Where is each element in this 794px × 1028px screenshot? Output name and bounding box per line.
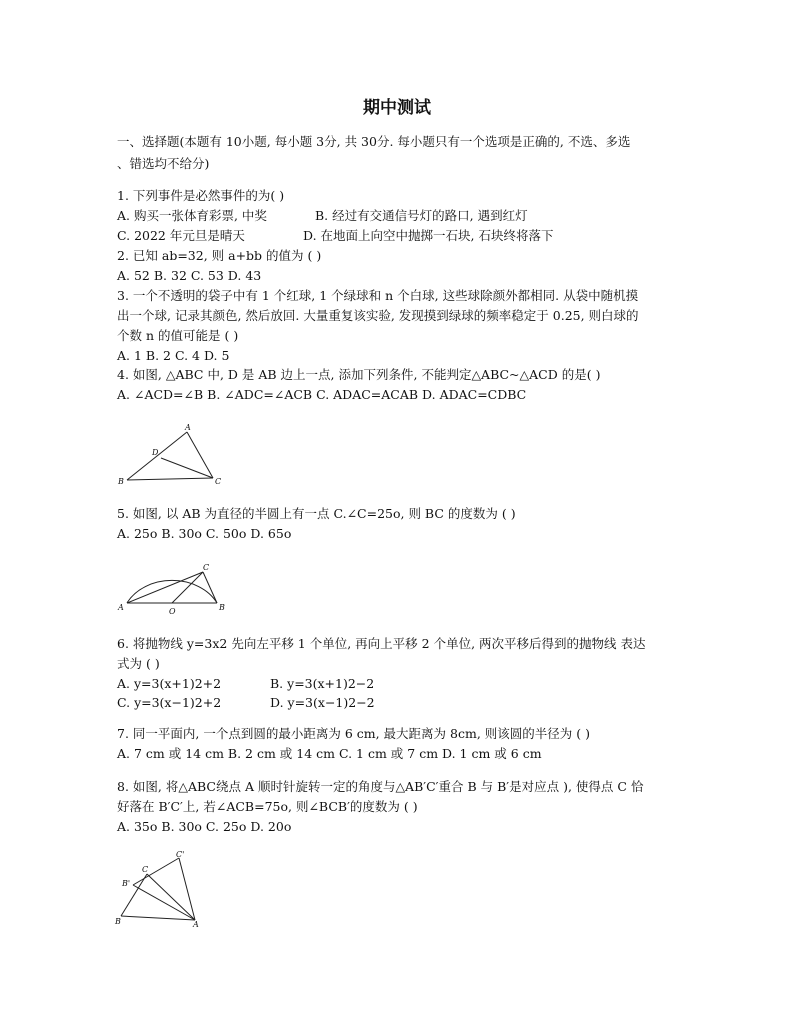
q7-options: A. 7 cm 或 14 cm B. 2 cm 或 14 cm C. 1 cm 或 7 cm D. 1 cm 或 6 cm — [117, 746, 542, 761]
q2-stem: 2. 已知 ab=32, 则 a+bb 的值为 ( ) — [117, 248, 322, 263]
section-header-line2: 、错选均不给分) — [117, 156, 210, 171]
q5-label-c: C — [203, 563, 210, 572]
q5-chord-ac — [127, 572, 203, 603]
page-title: 期中测试 — [363, 98, 431, 118]
q3-line3: 个数 n 的值可能是 ( ) — [117, 328, 239, 343]
q6-line2: 式为 ( ) — [117, 656, 160, 671]
q5-chord-cb — [203, 572, 217, 603]
q5-arc — [127, 580, 217, 603]
q6-option-a: A. y=3(x+1)2+2 — [117, 676, 222, 691]
q4-label-d: D — [152, 448, 159, 457]
q5-label-a: A — [118, 603, 124, 612]
q8-side-ba — [121, 916, 195, 920]
q6-option-d: D. y=3(x−1)2−2 — [270, 695, 375, 710]
q4-options: A. ∠ACD=∠B B. ∠ADC=∠ACB C. ADAC=ACAB D. ADAC=CDBC — [117, 387, 527, 402]
q6-option-b: B. y=3(x+1)2−2 — [270, 676, 375, 691]
q8-label-b1: B' — [122, 879, 131, 888]
q8-label-c: C — [142, 865, 149, 874]
q8-label-c1: C' — [176, 850, 185, 859]
q5-label-o: O — [169, 607, 176, 616]
q5-radius-oc — [172, 572, 203, 603]
q6-line1: 6. 将抛物线 y=3x2 先向左平移 1 个单位, 再向上平移 2 个单位, 两次平移后得到的抛物线 表达 — [117, 636, 646, 651]
q1-option-c: C. 2022 年元旦是晴天 — [117, 228, 245, 243]
q8-options: A. 35o B. 30o C. 25o D. 20o — [117, 819, 292, 834]
q5-stem: 5. 如图, 以 AB 为直径的半圆上有一点 C.∠C=25o, 则 BC 的度数为 ( ) — [117, 506, 516, 521]
q1-stem: 1. 下列事件是必然事件的为( ) — [117, 188, 285, 203]
q6-option-c: C. y=3(x−1)2+2 — [117, 695, 222, 710]
q3-options: A. 1 B. 2 C. 4 D. 5 — [117, 348, 230, 363]
q4-label-c: C — [215, 477, 222, 486]
section-header-line1: 一、选择题(本题有 10小题, 每小题 3分, 共 30分. 每小题只有一个选项是正确的, 不选、多选 — [117, 134, 631, 149]
q7-stem: 7. 同一平面内, 一个点到圆的最小距离为 6 cm, 最大距离为 8cm, 则该圆的半径为 ( ) — [117, 726, 590, 741]
q8-rotation-figure — [113, 850, 213, 930]
q4-side-ac — [187, 432, 213, 478]
q3-line1: 3. 一个不透明的袋子中有 1 个红球, 1 个绿球和 n 个白球, 这些球除颜外都相同. 从袋中随机摸 — [117, 288, 639, 303]
q8-line2: 好落在 B′C′上, 若∠ACB=75o, 则∠BCB′的度数为 ( ) — [117, 799, 418, 814]
q4-stem: 4. 如图, △ABC 中, D 是 AB 边上一点, 添加下列条件, 不能判定△ABC~△ACD 的是( ) — [117, 367, 601, 382]
q4-segment-dc — [161, 458, 213, 478]
q5-label-b: B — [219, 603, 225, 612]
q1-option-a: A. 购买一张体育彩票, 中奖 — [117, 208, 267, 223]
q8-label-b: B — [115, 917, 121, 926]
q4-side-bc — [127, 478, 213, 480]
q8-label-a: A — [193, 920, 199, 929]
q4-label-a: A — [185, 423, 191, 432]
q1-option-d: D. 在地面上向空中抛掷一石块, 石块终将落下 — [303, 228, 554, 243]
q5-options: A. 25o B. 30o C. 50o D. 65o — [117, 526, 292, 541]
q5-semicircle-figure — [115, 560, 230, 620]
q8-side-c1a — [179, 858, 195, 920]
q3-line2: 出一个球, 记录其颜色, 然后放回. 大量重复该实验, 发现摸到绿球的频率稳定于 0.25, 则白球的 — [117, 308, 639, 323]
q4-triangle-figure — [115, 420, 225, 490]
q2-options: A. 52 B. 32 C. 53 D. 43 — [117, 268, 262, 283]
q8-line1: 8. 如图, 将△ABC绕点 A 顺时针旋转一定的角度与△AB′C′重合 B 与 B′是对应点 ), 使得点 C 恰 — [117, 779, 644, 794]
q4-label-b: B — [118, 477, 124, 486]
q8-side-b1c1 — [133, 858, 179, 885]
q1-option-b: B. 经过有交通信号灯的路口, 遇到红灯 — [315, 208, 528, 223]
